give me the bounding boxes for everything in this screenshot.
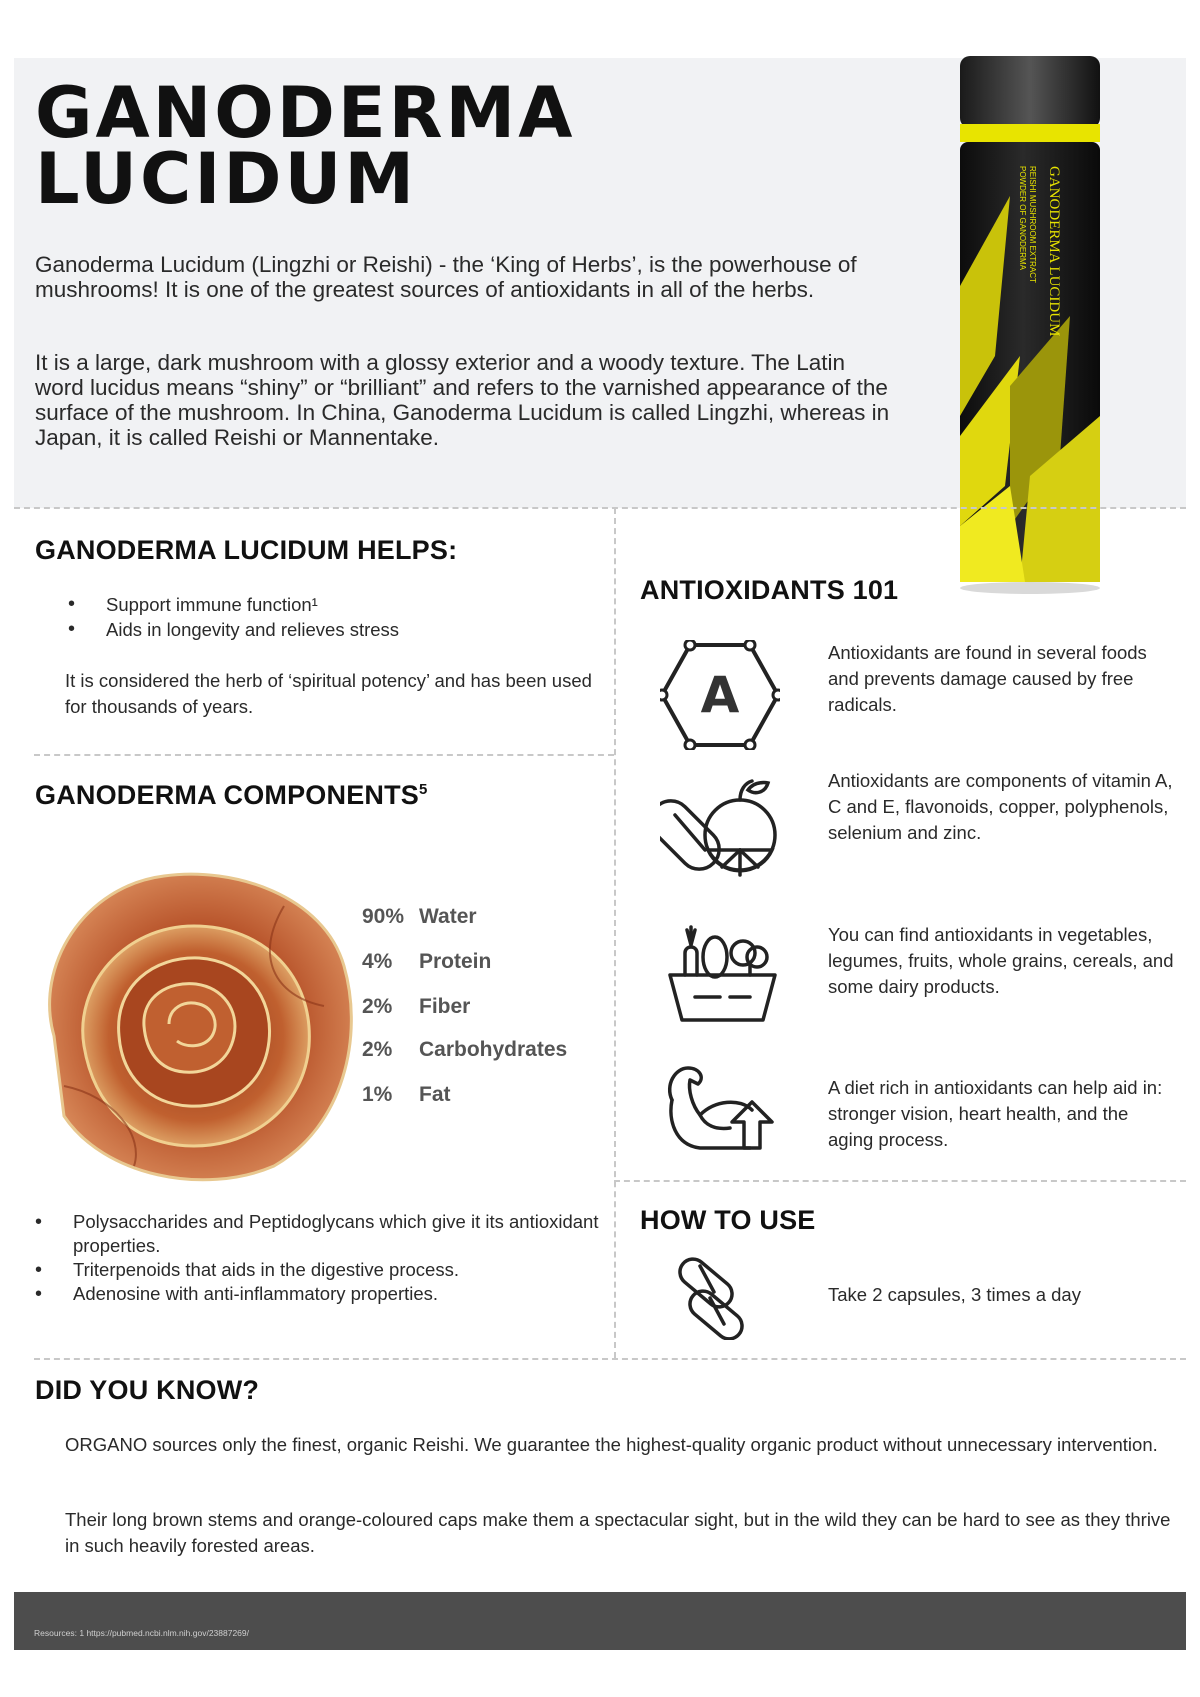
vegetable-basket-icon [665,925,780,1025]
antioxidant-text-3: You can find antioxidants in vegetables, legumes, fruits, whole grains, cereals, and some dairy products. [828,924,1174,997]
component-row: 2% Carbohydrates [362,1038,568,1061]
list-item: • Adenosine with anti-inflammatory properties. [35,1282,615,1306]
list-item: • Aids in longevity and relieves stress [68,617,399,642]
reishi-mushroom-image [24,846,364,1186]
antioxidant-text-2: Antioxidants are components of vitamin A, C and E, flavonoids, copper, polyphenols, selenium and zinc. [828,770,1173,843]
divider-top [14,507,1186,509]
product-bottle-image [950,56,1110,596]
divider-left-1 [34,754,614,756]
helps-note: It is considered the herb of ‘spiritual potency’ and has been used for thousands of years. [65,670,592,717]
component-row: 4% Protein [362,950,492,973]
footnote-marker: 5 [419,781,428,798]
capsules-icon [672,1250,752,1340]
components-heading: GANODERMA COMPONENTS$^5$ [35,780,428,810]
bottle-label-sub-1: REISHI MUSHROOM EXTRACT [1028,166,1037,283]
did-you-know-paragraph-2: Their long brown stems and orange-coloured caps make them a spectacular sight, but in the wild they can be hard to see as they thrive in such heavily forested areas. [65,1509,1171,1556]
helps-heading: GANODERMA LUCIDUM HELPS: [35,535,458,565]
list-item: • Polysaccharides and Peptidoglycans which give it its antioxidant properties. [35,1210,615,1258]
pill-fruit-icon [660,775,780,880]
intro-paragraph-2: It is a large, dark mushroom with a glossy exterior and a woody texture. The Latin word lucidus means “shiny” or “brilliant” and refers to the varnished appearance of the surface of the mushroom. In China, Ganoderma Lucidum is called Lingzhi, whereas in Japan, it is called Reishi or Mannentake. [35,350,890,450]
footer-reference: Resources: 1 https://pubmed.ncbi.nlm.nih.gov/23887269/ [34,1628,249,1638]
intro-paragraph-1: Ganoderma Lucidum (Lingzhi or Reishi) - the ‘King of Herbs’, is the powerhouse of mushrooms! It is one of the greatest sources of antioxidants in all of the herbs. [35,252,857,302]
footer-bar [14,1592,1186,1650]
antioxidant-text-1: Antioxidants are found in several foods and prevents damage caused by free radicals. [828,642,1147,715]
divider-bottom [34,1358,1186,1360]
component-row: 1% Fat [362,1083,451,1106]
antioxidant-text-4: A diet rich in antioxidants can help aid in: stronger vision, heart health, and the aging process. [828,1077,1163,1150]
title-line-2: LUCIDUM [35,138,417,220]
did-you-know-heading: DID YOU KNOW? [35,1375,260,1405]
how-to-use-text: Take 2 capsules, 3 times a day [828,1284,1081,1305]
did-you-know-paragraph-1: ORGANO sources only the finest, organic Reishi. We guarantee the highest-quality organic product without unnecessary intervention. [65,1434,1158,1455]
bottle-label-main: GANODERMA LUCIDUM [1046,166,1062,337]
page-title [35,72,576,220]
title-line-1: GANODERMA [35,72,576,154]
list-item: • Support immune function¹ [68,592,399,617]
component-row: 90% Water [362,905,477,928]
components-bullets [35,1210,615,1306]
muscle-arm-icon [660,1060,785,1155]
antioxidants-heading: ANTIOXIDANTS 101 [640,575,899,605]
how-to-use-heading: HOW TO USE [640,1205,816,1235]
bottle-label-sub-2: POWDER OF GANODERMA [1018,166,1027,271]
divider-right-1 [614,1180,1186,1182]
list-item: • Triterpenoids that aids in the digestive process. [35,1258,615,1282]
svg-text:A: A [700,666,740,724]
helps-list [68,592,399,642]
hexagon-a-icon [660,640,780,750]
component-row: 2% Fiber [362,995,471,1018]
